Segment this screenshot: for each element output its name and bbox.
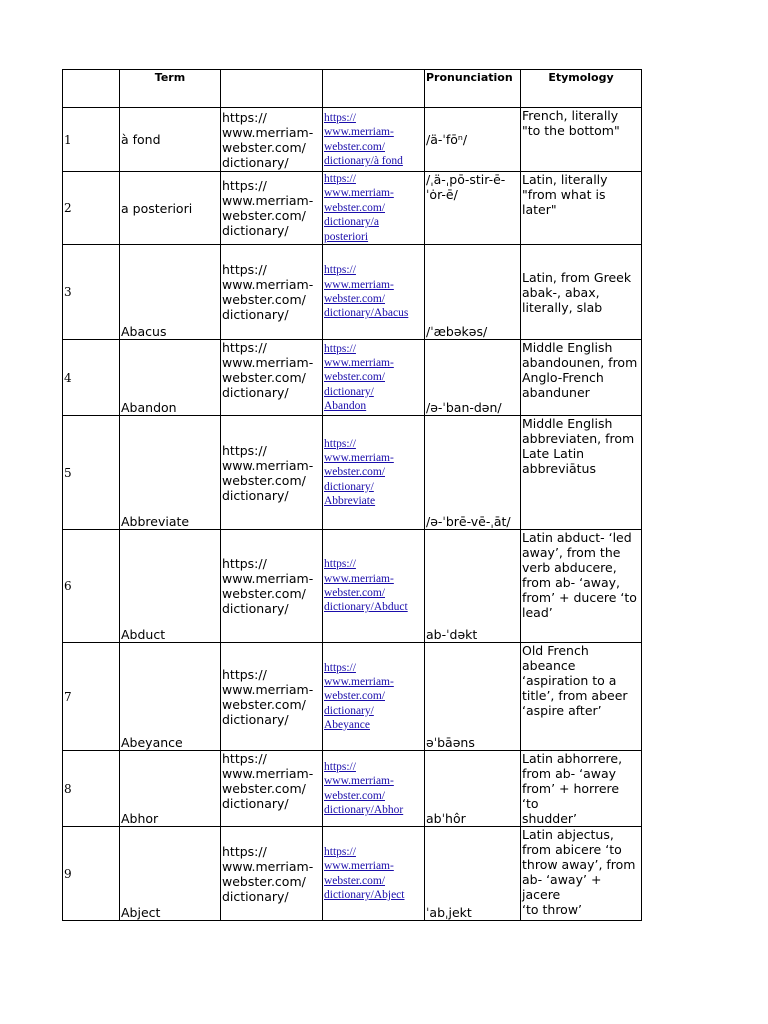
- header-base-url: [221, 70, 323, 108]
- etymology-cell: Latin abhorrere, from ab- ‘away from’ + horrere ‘to shudder’: [521, 751, 642, 827]
- header-row: [63, 70, 642, 108]
- terms-table: [62, 69, 642, 921]
- dictionary-link[interactable]: https:// www.merriam- webster.com/ dictionary/ Abeyance: [324, 661, 394, 732]
- term-cell: Abandon: [120, 340, 221, 416]
- header-pronunciation: Pronunciation: [425, 70, 521, 108]
- term-cell: Abeyance: [120, 643, 221, 751]
- table-row: [63, 108, 642, 172]
- dictionary-link[interactable]: https:// www.merriam- webster.com/ dictionary/ Abandon: [324, 342, 394, 413]
- header-link: [323, 70, 425, 108]
- etymology-cell: Latin, literally "from what is later": [521, 172, 642, 245]
- dictionary-link[interactable]: https:// www.merriam- webster.com/ dictionary/Abject: [324, 845, 405, 901]
- row-number: 5: [63, 416, 120, 530]
- table-row: [63, 340, 642, 416]
- table-row: [63, 751, 642, 827]
- term-cell: Abbreviate: [120, 416, 221, 530]
- term-cell: Abacus: [120, 245, 221, 340]
- row-number: 9: [63, 827, 120, 921]
- table-row: [63, 245, 642, 340]
- link-cell: [323, 108, 425, 172]
- header-term: Term: [120, 70, 221, 108]
- dictionary-link[interactable]: https:// www.merriam- webster.com/ dictionary/Abduct: [324, 558, 408, 614]
- link-cell: [323, 340, 425, 416]
- base-url-cell: https:// www.merriam- webster.com/ dictionary/: [221, 340, 323, 416]
- pronunciation-cell: abˈhôr: [425, 751, 521, 827]
- pronunciation-cell: /ə-ˈbrē-vē-ˌāt/: [425, 416, 521, 530]
- link-cell: [323, 416, 425, 530]
- table-row: [63, 643, 642, 751]
- table-row: [63, 827, 642, 921]
- base-url-cell: https:// www.merriam- webster.com/ dictionary/: [221, 827, 323, 921]
- link-cell: [323, 643, 425, 751]
- term-cell: a posteriori: [120, 172, 221, 245]
- etymology-cell: Latin, from Greek abak-, abax, literally, slab: [521, 245, 642, 340]
- base-url-cell: https:// www.merriam- webster.com/ dictionary/: [221, 643, 323, 751]
- term-cell: Abduct: [120, 530, 221, 643]
- row-number: 1: [63, 108, 120, 172]
- pronunciation-cell: ˈabˌjekt: [425, 827, 521, 921]
- etymology-cell: Middle English abbreviaten, from Late Latin abbreviātus: [521, 416, 642, 530]
- table-row: [63, 530, 642, 643]
- link-cell: [323, 172, 425, 245]
- dictionary-link[interactable]: https:// www.merriam- webster.com/ dictionary/ Abbreviate: [324, 437, 394, 508]
- link-cell: [323, 245, 425, 340]
- pronunciation-cell: /ˌä-ˌpō-stir-ē- ˈȯr-ē/: [425, 172, 521, 245]
- pronunciation-cell: /ˈæbəkəs/: [425, 245, 521, 340]
- base-url-cell: https:// www.merriam- webster.com/ dictionary/: [221, 245, 323, 340]
- term-cell: Abject: [120, 827, 221, 921]
- table-row: [63, 172, 642, 245]
- link-cell: [323, 530, 425, 643]
- row-number: 7: [63, 643, 120, 751]
- dictionary-link[interactable]: https:// www.merriam- webster.com/ dictionary/Abacus: [324, 264, 409, 320]
- base-url-cell: https:// www.merriam- webster.com/ dictionary/: [221, 751, 323, 827]
- pronunciation-cell: əˈbāəns: [425, 643, 521, 751]
- base-url-cell: https:// www.merriam- webster.com/ dictionary/: [221, 172, 323, 245]
- pronunciation-cell: /ə-ˈban-dən/: [425, 340, 521, 416]
- pronunciation-cell: ab-ˈdəkt: [425, 530, 521, 643]
- header-number: [63, 70, 120, 108]
- base-url-cell: https:// www.merriam- webster.com/ dictionary/: [221, 108, 323, 172]
- base-url-cell: https:// www.merriam- webster.com/ dictionary/: [221, 530, 323, 643]
- etymology-cell: French, literally "to the bottom": [521, 108, 642, 172]
- row-number: 8: [63, 751, 120, 827]
- link-cell: [323, 827, 425, 921]
- row-number: 6: [63, 530, 120, 643]
- pronunciation-cell: /ä-ˈfōⁿ/: [425, 108, 521, 172]
- term-cell: Abhor: [120, 751, 221, 827]
- dictionary-link[interactable]: https:// www.merriam- webster.com/ dictionary/Abhor: [324, 760, 404, 816]
- etymology-cell: Latin abduct- ‘led away’, from the verb abducere, from ab- ‘away, from’ + ducere ‘to lead’: [521, 530, 642, 643]
- row-number: 2: [63, 172, 120, 245]
- etymology-cell: Latin abjectus, from abicere ‘to throw away’, from ab- ‘away’ + jacere ‘to throw’: [521, 827, 642, 921]
- header-etymology: Etymology: [521, 70, 642, 108]
- etymology-cell: Middle English abandounen, from Anglo-French abanduner: [521, 340, 642, 416]
- row-number: 4: [63, 340, 120, 416]
- base-url-cell: https:// www.merriam- webster.com/ dictionary/: [221, 416, 323, 530]
- link-cell: [323, 751, 425, 827]
- dictionary-link[interactable]: https:// www.merriam- webster.com/ dictionary/à fond: [324, 111, 403, 167]
- row-number: 3: [63, 245, 120, 340]
- table-row: [63, 416, 642, 530]
- term-cell: à fond: [120, 108, 221, 172]
- etymology-cell: Old French abeance ‘aspiration to a title’, from abeer ‘aspire after’: [521, 643, 642, 751]
- dictionary-link[interactable]: https:// www.merriam- webster.com/ dictionary/a posteriori: [324, 173, 394, 243]
